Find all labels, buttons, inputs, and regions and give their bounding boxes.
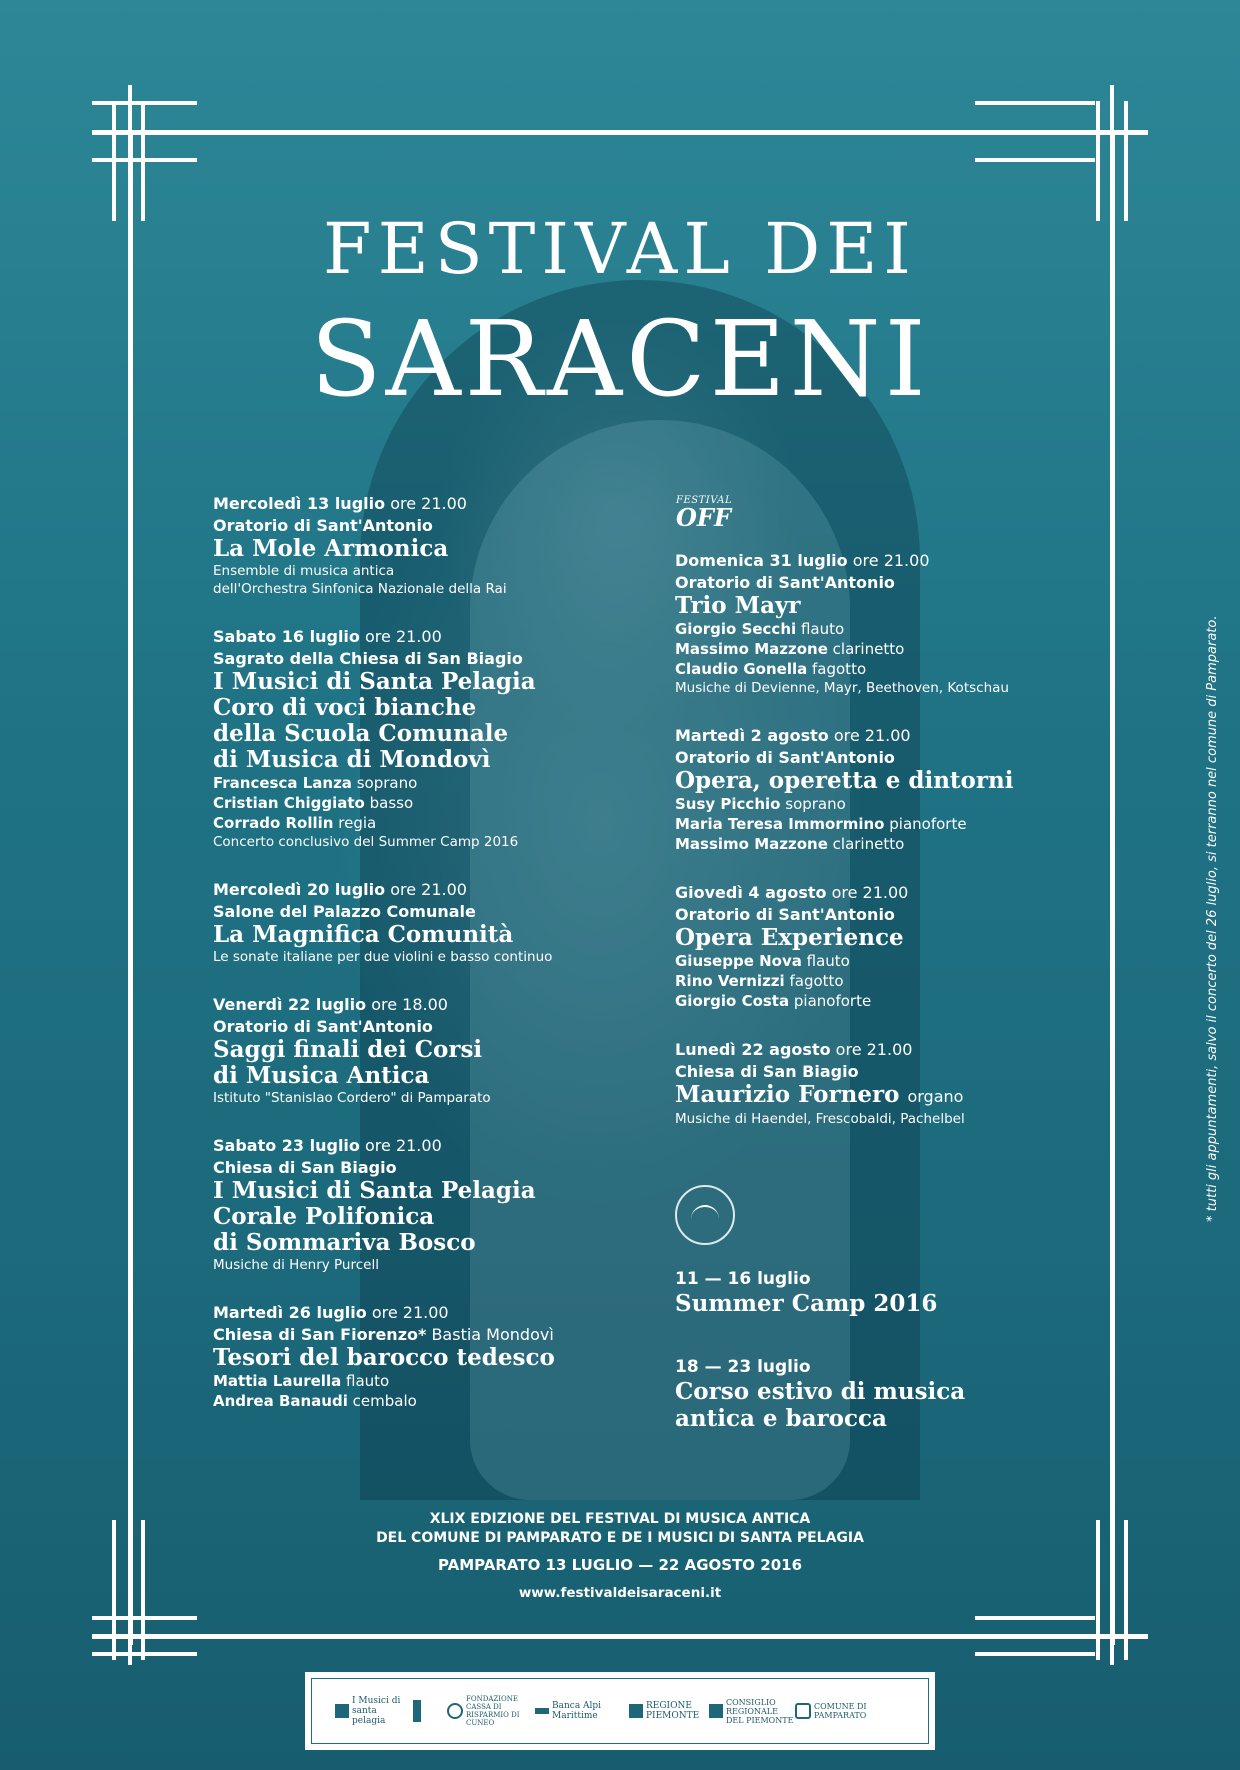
performer-role: flauto <box>800 620 845 638</box>
performer-name: Giorgio Costa <box>675 992 790 1010</box>
sponsor-logo: COMUNE DI PAMPARATO <box>795 1694 870 1728</box>
performer-role: flauto <box>346 1372 390 1390</box>
event-datetime <box>675 725 1075 747</box>
footer-website[interactable]: www.festivaldeisaraceni.it <box>518 1585 722 1601</box>
footer-dates: PAMPARATO 13 LUGLIO — 22 AGOSTO 2016 <box>437 1556 803 1574</box>
performer-role: soprano <box>785 795 846 813</box>
performer-role: fagotto <box>812 660 867 678</box>
performer-role: pianoforte <box>793 992 872 1010</box>
event-note: Ensemble di musica antica <box>213 563 395 579</box>
event-performer <box>675 619 1075 639</box>
event-date: Martedì 26 luglio <box>213 1303 367 1322</box>
event-block <box>213 493 613 598</box>
performer-name: Rino Vernizzi <box>675 972 785 990</box>
event-title <box>213 747 613 773</box>
event-time: ore 21.00 <box>390 494 467 513</box>
footer-edition <box>0 1510 1240 1548</box>
event-datetime <box>213 1302 613 1324</box>
event-title <box>213 1063 613 1089</box>
event-venue-extra: Bastia Mondovì <box>426 1325 554 1344</box>
event-title-text: Trio Mayr <box>675 592 801 619</box>
event-note: Musiche di Henry Purcell <box>213 1257 379 1273</box>
event-datetime <box>675 1039 1075 1061</box>
event-block <box>675 1039 1075 1128</box>
event-datetime <box>675 882 1075 904</box>
event-title <box>213 536 613 562</box>
event-title-text: Corale Polifonica <box>213 1203 435 1230</box>
consiglio-logo-icon <box>709 1704 723 1718</box>
event-note: Musiche di Haendel, Frescobaldi, Pachelbel <box>675 1111 965 1127</box>
event-performer <box>213 1371 613 1391</box>
event-title-text: di Sommariva Bosco <box>213 1229 476 1256</box>
event-block <box>213 1302 613 1411</box>
event-venue-name: Oratorio di Sant'Antonio <box>675 748 895 767</box>
performer-role: clarinetto <box>832 835 905 853</box>
event-performer <box>213 793 613 813</box>
sponsor-logo <box>413 1694 421 1728</box>
event-venue-name: Sagrato della Chiesa di San Biagio <box>213 649 523 668</box>
event-title-text: La Mole Armonica <box>213 535 449 562</box>
event-title-text: Coro di voci bianche <box>213 694 477 721</box>
event-performer <box>213 1391 613 1411</box>
event-title-text: La Magnifica Comunità <box>213 921 514 948</box>
event-venue-name: Chiesa di San Biagio <box>213 1158 397 1177</box>
performer-name: Andrea Banaudi <box>213 1392 348 1410</box>
event-title <box>675 768 1075 794</box>
event-date: Giovedì 4 agosto <box>675 883 827 902</box>
event-title <box>213 922 613 948</box>
footer-line1: XLIX EDIZIONE DEL FESTIVAL DI MUSICA ANTICA <box>429 1511 811 1527</box>
event-date: Sabato 23 luglio <box>213 1136 360 1155</box>
event-date: Martedì 2 agosto <box>675 726 829 745</box>
event-title-text: Tesori del barocco tedesco <box>213 1344 555 1371</box>
performer-name: Corrado Rollin <box>213 814 334 832</box>
event-time: ore 21.00 <box>831 883 909 902</box>
performer-role: pianoforte <box>889 815 967 833</box>
event-venue <box>213 648 613 669</box>
event-time: ore 21.00 <box>365 1136 442 1155</box>
event-note: Concerto conclusivo del Summer Camp 2016 <box>213 834 519 850</box>
event-performer <box>213 813 613 833</box>
event-performer <box>675 794 1075 814</box>
event-title-text: Opera Experience <box>675 924 904 951</box>
event-note: Musiche di Devienne, Mayr, Beethoven, Kotschau <box>675 680 1009 696</box>
event-title-text: I Musici di Santa Pelagia <box>213 668 536 695</box>
performer-name: Massimo Mazzone <box>675 835 828 853</box>
sponsor-logo: FONDAZIONE CASSA DI RISPARMIO DI CUNEO <box>447 1694 538 1728</box>
event-date: Domenica 31 luglio <box>675 551 848 570</box>
performer-role: regia <box>338 814 377 832</box>
performer-name: Mattia Laurella <box>213 1372 342 1390</box>
performer-name: Claudio Gonella <box>675 660 808 678</box>
performer-role: soprano <box>356 774 418 792</box>
event-title-text: Opera, operetta e dintorni <box>675 767 1014 794</box>
bank-logo-icon <box>535 1708 549 1714</box>
comune-crest-icon <box>795 1703 811 1719</box>
event-block <box>213 1135 613 1274</box>
event-block <box>675 882 1075 1011</box>
performer-role: fagotto <box>789 972 844 990</box>
event-venue-name: Oratorio di Sant'Antonio <box>675 905 895 924</box>
event-note: Istituto "Stanislao Cordero" di Pamparato <box>213 1090 491 1106</box>
extra-event-title: Corso estivo di musica <box>675 1378 966 1405</box>
regione-logo-icon <box>629 1704 643 1718</box>
event-title <box>213 1204 613 1230</box>
performer-role: flauto <box>806 952 850 970</box>
event-datetime <box>213 626 613 648</box>
extra-event <box>675 1268 1075 1317</box>
sponsor-logo: I Musici di santa pelagia <box>335 1694 412 1728</box>
extra-event-dates: 11 — 16 luglio <box>675 1269 811 1289</box>
event-venue-name: Chiesa di San Biagio <box>675 1062 859 1081</box>
performer-name: Massimo Mazzone <box>675 640 828 658</box>
extra-event-title: antica e barocca <box>675 1405 887 1432</box>
event-venue <box>213 901 613 922</box>
musici-seal-icon <box>675 1185 735 1245</box>
event-performer <box>675 639 1075 659</box>
event-datetime <box>213 493 613 515</box>
event-venue-name: Salone del Palazzo Comunale <box>213 902 476 921</box>
event-title <box>213 721 613 747</box>
performer-name: Francesca Lanza <box>213 774 352 792</box>
festival-title-line2: SARACENI <box>310 298 930 420</box>
event-date: Sabato 16 luglio <box>213 627 360 646</box>
event-time: ore 21.00 <box>371 1303 449 1322</box>
sponsor-logo: REGIONE PIEMONTE <box>629 1694 706 1728</box>
festival-title-line1: FESTIVAL DEI <box>323 208 917 290</box>
event-venue <box>675 904 1075 925</box>
performer-name: Giorgio Secchi <box>675 620 797 638</box>
event-venue <box>213 1157 613 1178</box>
event-title-text: Maurizio Fornero <box>675 1081 900 1108</box>
event-venue <box>213 515 613 536</box>
event-title <box>675 593 1075 619</box>
left-events-column <box>213 493 613 1439</box>
event-note: Le sonate italiane per due violini e basso continuo <box>213 949 553 965</box>
event-block <box>213 994 613 1107</box>
festival-off-big: OFF <box>676 503 731 532</box>
event-title-suffix: organo <box>907 1087 964 1106</box>
performer-name: Susy Picchio <box>675 795 781 813</box>
event-title <box>675 925 1075 951</box>
event-performer <box>675 834 1075 854</box>
event-time: ore 21.00 <box>365 627 442 646</box>
event-datetime <box>213 994 613 1016</box>
crest-icon <box>413 1700 421 1722</box>
footer-line2: DEL COMUNE DI PAMPARATO E DE I MUSICI DI SANTA PELAGIA <box>376 1530 864 1546</box>
event-time: ore 21.00 <box>833 726 911 745</box>
performer-name: Maria Teresa Immormino <box>675 815 885 833</box>
event-date: Venerdì 22 luglio <box>213 995 367 1014</box>
event-performer <box>213 773 613 793</box>
event-title <box>675 1082 1075 1110</box>
event-title <box>213 1345 613 1371</box>
event-venue <box>213 1016 613 1037</box>
extra-event-dates: 18 — 23 luglio <box>675 1357 811 1377</box>
event-venue-name: Oratorio di Sant'Antonio <box>675 573 895 592</box>
event-time: ore 21.00 <box>835 1040 913 1059</box>
event-venue-name: Oratorio di Sant'Antonio <box>213 1017 433 1036</box>
performer-name: Giuseppe Nova <box>675 952 802 970</box>
event-title-text: I Musici di Santa Pelagia <box>213 1177 536 1204</box>
performer-name: Cristian Chiggiato <box>213 794 365 812</box>
festival-off-logo <box>676 496 732 530</box>
right-events-column <box>675 550 1075 1156</box>
event-venue <box>213 1324 613 1345</box>
event-performer <box>675 951 1075 971</box>
event-time: ore 18.00 <box>371 995 448 1014</box>
event-venue <box>675 572 1075 593</box>
event-block <box>675 550 1075 697</box>
event-time: ore 21.00 <box>852 551 930 570</box>
event-title <box>213 1178 613 1204</box>
sponsor-logo: Banca Alpi Marittime <box>535 1694 624 1728</box>
event-performer <box>675 659 1075 679</box>
event-time: ore 21.00 <box>390 880 467 899</box>
event-performer <box>675 814 1075 834</box>
sponsor-logo: CONSIGLIO REGIONALE DEL PIEMONTE <box>709 1694 794 1728</box>
event-datetime <box>213 879 613 901</box>
event-block <box>213 626 613 851</box>
event-title-text: della Scuola Comunale <box>213 720 509 747</box>
performer-role: basso <box>369 794 414 812</box>
event-title <box>213 1230 613 1256</box>
event-venue-name: Chiesa di San Fiorenzo* <box>213 1325 427 1344</box>
event-note: dell'Orchestra Sinfonica Nazionale della Rai <box>213 581 507 597</box>
event-date: Lunedì 22 agosto <box>675 1040 831 1059</box>
event-block <box>675 725 1075 854</box>
event-date: Mercoledì 20 luglio <box>213 880 386 899</box>
event-datetime <box>213 1135 613 1157</box>
event-venue <box>675 747 1075 768</box>
sponsor-bar <box>307 1674 933 1748</box>
event-title <box>213 695 613 721</box>
event-title-text: di Musica Antica <box>213 1062 430 1089</box>
event-title-text: Saggi finali dei Corsi <box>213 1036 483 1063</box>
fondazione-logo-icon <box>447 1703 463 1719</box>
performer-role: clarinetto <box>832 640 905 658</box>
event-performer <box>675 971 1075 991</box>
performer-role: cembalo <box>352 1392 417 1410</box>
event-title-text: di Musica di Mondovì <box>213 746 491 773</box>
event-datetime <box>675 550 1075 572</box>
extra-event <box>675 1356 1075 1432</box>
event-performer <box>675 991 1075 1011</box>
event-venue-name: Oratorio di Sant'Antonio <box>213 516 433 535</box>
event-venue <box>675 1061 1075 1082</box>
event-title <box>213 669 613 695</box>
extra-event-title: Summer Camp 2016 <box>675 1290 938 1317</box>
event-title <box>213 1037 613 1063</box>
side-note: * tutti gli appuntamenti, salvo il concerto del 26 luglio, si terranno nel comune di Pamparato. <box>1205 615 1220 1222</box>
festival-off-small: FESTIVAL <box>676 495 733 506</box>
event-block <box>213 879 613 966</box>
event-date: Mercoledì 13 luglio <box>213 494 386 513</box>
musici-logo-icon <box>335 1704 349 1718</box>
